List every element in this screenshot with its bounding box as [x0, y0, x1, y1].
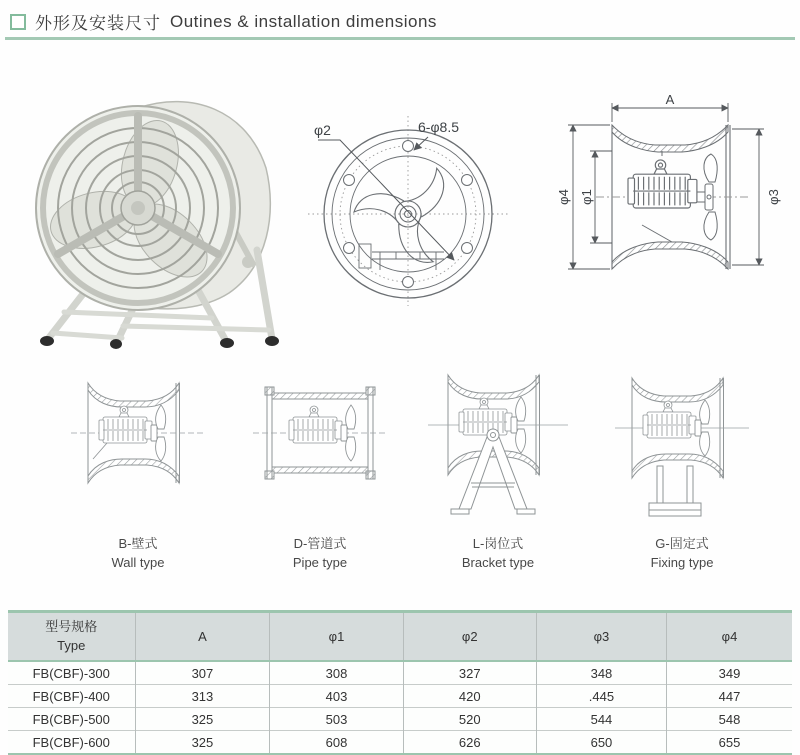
- install-label-bracket-cn: L-岗位式: [472, 536, 524, 551]
- front-view-drawing: [296, 106, 516, 306]
- cell-a: 325: [135, 731, 270, 755]
- dimensions-table: [8, 610, 792, 755]
- col-header-type-cn: 型号规格: [45, 618, 98, 634]
- header-underline: [5, 37, 795, 40]
- col-header-phi2: φ2: [403, 612, 536, 662]
- col-header-type-en: Type: [57, 637, 86, 653]
- install-label-wall-cn: B-壁式: [118, 536, 158, 551]
- page-title-cn: 外形及安装尺寸: [35, 14, 161, 33]
- cell-phi1: 403: [270, 685, 403, 708]
- section-marker-icon: [10, 14, 26, 30]
- cell-phi2: 626: [403, 731, 536, 755]
- cell-phi3: 650: [536, 731, 666, 755]
- fixing-type-drawing: [607, 363, 757, 528]
- cell-type: FB(CBF)-400: [8, 685, 135, 708]
- wall-type-drawing: [63, 363, 213, 528]
- cell-phi3: 544: [536, 708, 666, 731]
- col-header-phi3: φ3: [536, 612, 666, 662]
- dim-label-a: A: [665, 92, 675, 107]
- install-type-wall: [58, 363, 218, 577]
- cell-phi3: 348: [536, 661, 666, 685]
- col-header-phi4: φ4: [667, 612, 792, 662]
- cell-phi4: 349: [667, 661, 792, 685]
- bracket-type-drawing: [423, 363, 573, 528]
- cell-phi3: .445: [536, 685, 666, 708]
- dim-label-phi3: φ3: [766, 189, 781, 205]
- page-title-en: Outines & installation dimensions: [170, 11, 437, 31]
- cell-phi1: 503: [270, 708, 403, 731]
- install-type-pipe: [240, 363, 400, 577]
- dim-label-phi1: φ1: [579, 189, 594, 205]
- col-header-type: [8, 612, 135, 662]
- dim-label-phi2: φ2: [314, 122, 331, 138]
- install-label-fixing: [602, 535, 762, 573]
- cell-phi2: 327: [403, 661, 536, 685]
- install-label-pipe-en: Pipe type: [292, 554, 348, 570]
- cell-phi2: 420: [403, 685, 536, 708]
- fan-product-photo: [20, 50, 300, 350]
- side-view-drawing: [550, 92, 794, 312]
- install-label-pipe-cn: D-管道式: [293, 536, 347, 551]
- cell-phi4: 655: [667, 731, 792, 755]
- install-label-pipe: [240, 535, 400, 573]
- table-row: [8, 731, 792, 755]
- table-row: [8, 708, 792, 731]
- table-header-row: [8, 612, 792, 662]
- section-header: [10, 9, 437, 34]
- cell-phi2: 520: [403, 708, 536, 731]
- install-type-bracket: [418, 363, 578, 577]
- install-label-fixing-cn: G-固定式: [655, 536, 709, 551]
- install-type-fixing: [602, 363, 762, 577]
- cell-phi4: 447: [667, 685, 792, 708]
- col-header-phi1: φ1: [270, 612, 403, 662]
- install-label-bracket: [418, 535, 578, 573]
- cell-type: FB(CBF)-300: [8, 661, 135, 685]
- table-row: [8, 661, 792, 685]
- install-label-wall-en: Wall type: [111, 554, 165, 570]
- cell-type: FB(CBF)-500: [8, 708, 135, 731]
- install-label-wall: [58, 535, 218, 573]
- col-header-a: A: [135, 612, 270, 662]
- pipe-type-drawing: [245, 363, 395, 528]
- cell-a: 325: [135, 708, 270, 731]
- cell-a: 313: [135, 685, 270, 708]
- cell-phi1: 308: [270, 661, 403, 685]
- dim-label-phi4: φ4: [556, 189, 571, 205]
- cell-phi1: 608: [270, 731, 403, 755]
- cell-phi4: 548: [667, 708, 792, 731]
- table-row: [8, 685, 792, 708]
- install-label-bracket-en: Bracket type: [461, 554, 535, 570]
- dim-label-bolt-holes: 6-φ8.5: [418, 119, 459, 135]
- cell-a: 307: [135, 661, 270, 685]
- cell-type: FB(CBF)-600: [8, 731, 135, 755]
- install-label-fixing-en: Fixing type: [650, 554, 714, 570]
